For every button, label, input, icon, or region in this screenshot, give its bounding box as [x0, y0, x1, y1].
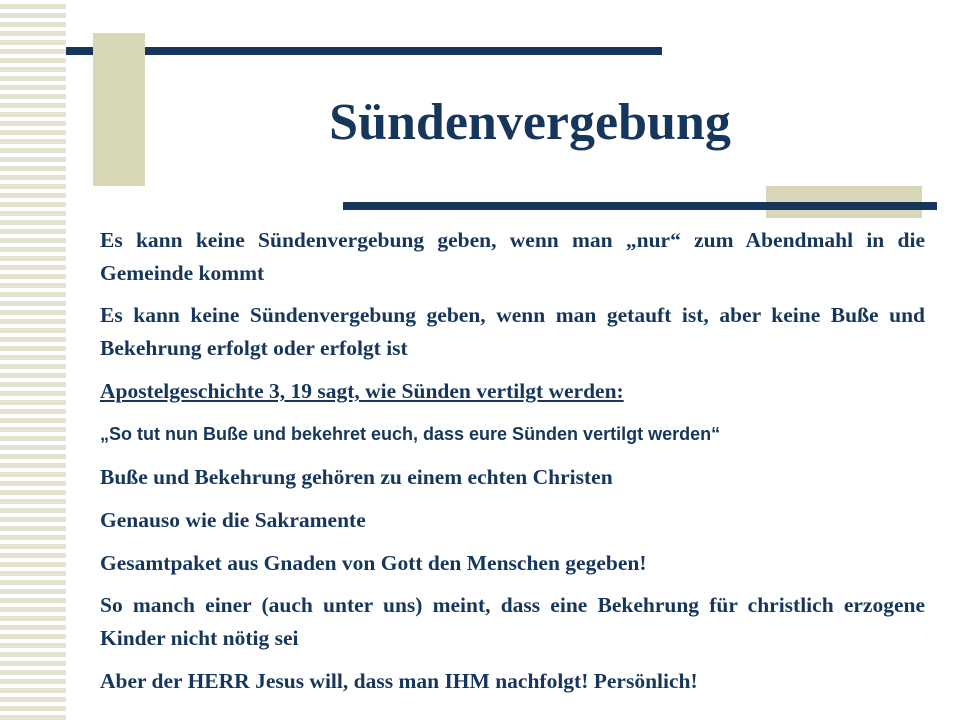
bullet-gesamtpaket: Gesamtpaket aus Gnaden von Gott den Menschen gegeben!: [100, 551, 647, 575]
bullet-nachfolge: Aber der HERR Jesus will, dass man IHM nachfolgt! Persönlich!: [100, 669, 698, 693]
striped-background-band: [0, 0, 66, 720]
top-left-accent-block: [93, 33, 145, 186]
bottom-decorative-bar: [343, 202, 937, 210]
bullet-apostelgeschichte-reference: Apostelgeschichte 3, 19 sagt, wie Sünden vertilgt werden:: [100, 379, 624, 403]
bullet-kinder: So manch einer (auch unter uns) meint, dass eine Bekehrung für christlich erzogene Kinder nicht nötig sei: [100, 593, 925, 650]
bullet-abendmahl: Es kann keine Sündenvergebung geben, wenn man „nur“ zum Abendmahl in die Gemeinde kommt: [100, 228, 925, 285]
bullet-sakramente: Genauso wie die Sakramente: [100, 508, 366, 532]
bullet-getauft: Es kann keine Sündenvergebung geben, wenn man getauft ist, aber keine Buße und Bekehrung erfolgt oder erfolgt ist: [100, 303, 925, 360]
slide-title: Sündenvergebung: [329, 94, 731, 151]
slide-body: [100, 224, 925, 707]
bible-quote: „So tut nun Buße und bekehret euch, dass eure Sünden vertilgt werden“: [100, 424, 721, 444]
top-decorative-bar: [66, 47, 662, 55]
bullet-busse-bekehrung: Buße und Bekehrung gehören zu einem echten Christen: [100, 465, 613, 489]
